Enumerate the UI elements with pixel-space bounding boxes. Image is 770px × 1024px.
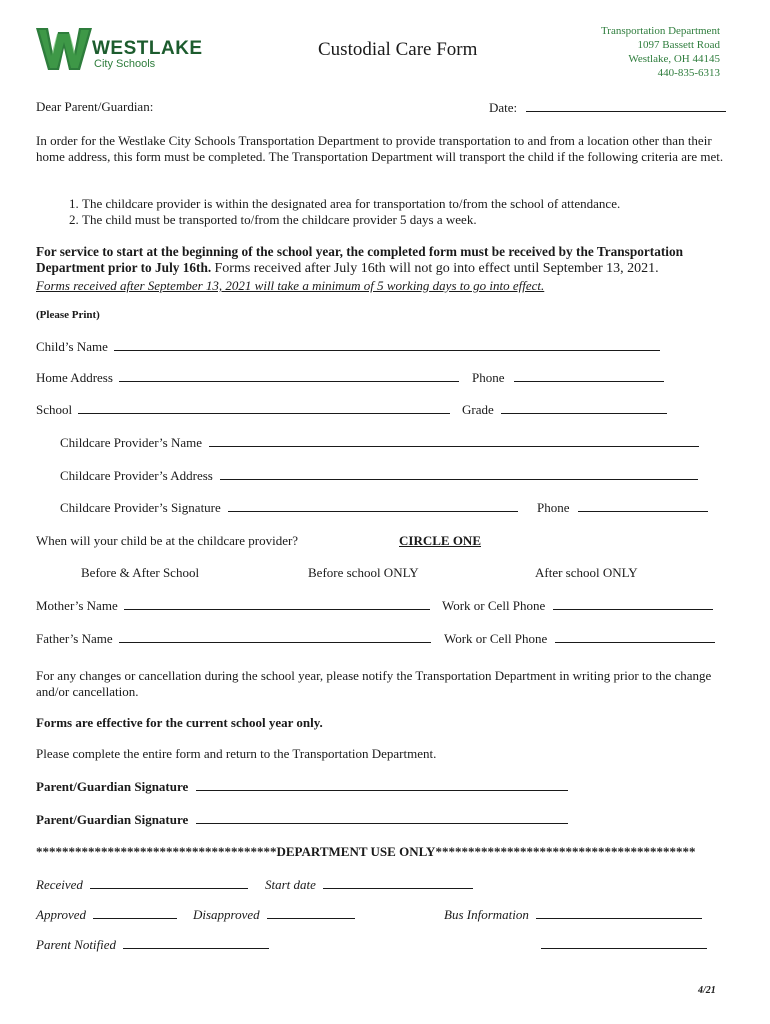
- received-label: Received: [36, 877, 83, 892]
- start-date-row: [265, 876, 473, 893]
- signature-field-2[interactable]: [196, 811, 568, 824]
- received-row: [36, 876, 248, 893]
- criteria-item: 1. The childcare provider is within the designated area for transportation to/from the school of attendance.: [82, 196, 620, 212]
- effective-note: Forms are effective for the current school year only.: [36, 715, 323, 730]
- home-address-field[interactable]: [119, 369, 459, 382]
- dept-street: 1097 Bassett Road: [637, 39, 720, 51]
- school-row: [36, 401, 450, 418]
- bus-info-label: Bus Information: [444, 907, 529, 922]
- signature-label-2: Parent/Guardian Signature: [36, 812, 189, 827]
- department-address: [601, 24, 720, 80]
- parent-notified-row: [36, 936, 269, 953]
- child-name-row: [36, 338, 660, 355]
- logo-name: WESTLAKE: [92, 38, 203, 59]
- logo-subtitle: City Schools: [94, 58, 156, 70]
- signature-field-1[interactable]: [196, 778, 568, 791]
- home-phone-row: [472, 369, 664, 386]
- parent-notified-label: Parent Notified: [36, 937, 117, 952]
- father-phone-field[interactable]: [555, 630, 715, 643]
- father-name-row: [36, 630, 431, 647]
- father-phone-row: [444, 630, 715, 647]
- child-name-label: Child’s Name: [36, 339, 108, 354]
- grade-row: [462, 401, 667, 418]
- home-phone-label: Phone: [472, 370, 505, 385]
- option-before-only[interactable]: Before school ONLY: [308, 565, 419, 580]
- provider-address-label: Childcare Provider’s Address: [60, 468, 213, 483]
- home-phone-field[interactable]: [514, 369, 664, 382]
- date-field[interactable]: [526, 99, 726, 112]
- signature-row-2: [36, 811, 568, 828]
- disapproved-label: Disapproved: [193, 907, 260, 922]
- please-print: (Please Print): [36, 309, 100, 321]
- option-after-only[interactable]: After school ONLY: [535, 565, 638, 580]
- provider-signature-field[interactable]: [228, 499, 518, 512]
- grade-field[interactable]: [501, 401, 667, 414]
- option-before-after[interactable]: Before & After School: [81, 565, 200, 580]
- bus-info-field[interactable]: [536, 906, 702, 919]
- provider-phone-row: [537, 499, 708, 516]
- criteria-list: [64, 196, 620, 228]
- deadline-bold: For service to start at the beginning of the school year, the completed form must be received by the Transportation Department prior to July 16th.: [36, 244, 684, 275]
- start-date-label: Start date: [265, 877, 316, 892]
- father-phone-label: Work or Cell Phone: [444, 631, 548, 646]
- provider-signature-label: Childcare Provider’s Signature: [60, 500, 221, 515]
- provider-address-row: [60, 467, 698, 484]
- school-label: School: [36, 402, 73, 417]
- department-use-banner: *************************************DEPARTMENT USE ONLY****************************************: [36, 844, 696, 859]
- date-label: Date:: [489, 100, 518, 115]
- provider-name-label: Childcare Provider’s Name: [60, 435, 202, 450]
- deadline-rest: Forms received after July 16th will not go into effect until September 13, 2021.: [214, 261, 659, 276]
- approved-row: [36, 906, 177, 923]
- criteria-item: 2. The child must be transported to/from the childcare provider 5 days a week.: [82, 212, 620, 228]
- circle-one-label: CIRCLE ONE: [399, 533, 481, 548]
- dept-name: Transportation Department: [600, 25, 720, 37]
- westlake-logo: [36, 26, 236, 74]
- date-row: [489, 99, 726, 116]
- father-name-field[interactable]: [119, 630, 431, 643]
- father-name-label: Father’s Name: [36, 631, 113, 646]
- grade-label: Grade: [462, 402, 494, 417]
- late-notice: Forms received after September 13, 2021 will take a minimum of 5 working days to go into effect.: [36, 278, 545, 293]
- school-field[interactable]: [78, 401, 450, 414]
- provider-address-field[interactable]: [220, 467, 698, 480]
- provider-phone-label: Phone: [537, 500, 570, 515]
- child-name-field[interactable]: [114, 338, 660, 351]
- disapproved-field[interactable]: [267, 906, 355, 919]
- bus-info-row: [444, 906, 702, 923]
- approved-label: Approved: [36, 907, 87, 922]
- provider-name-field[interactable]: [209, 434, 699, 447]
- provider-phone-field[interactable]: [578, 499, 708, 512]
- mother-name-field[interactable]: [124, 597, 430, 610]
- mother-phone-label: Work or Cell Phone: [442, 598, 546, 613]
- start-date-field[interactable]: [323, 876, 473, 889]
- deadline-paragraph: [36, 244, 736, 277]
- greeting: Dear Parent/Guardian:: [36, 99, 154, 114]
- provider-name-row: [60, 434, 699, 451]
- mother-name-row: [36, 597, 430, 614]
- provider-signature-row: [60, 499, 518, 516]
- mother-name-label: Mother’s Name: [36, 598, 118, 613]
- mother-phone-row: [442, 597, 713, 614]
- dept-city: Westlake, OH 44145: [628, 53, 720, 65]
- approved-field[interactable]: [93, 906, 177, 919]
- form-title: Custodial Care Form: [318, 39, 478, 60]
- return-note: Please complete the entire form and return to the Transportation Department.: [36, 746, 437, 761]
- when-question: When will your child be at the childcare provider?: [36, 533, 299, 548]
- w-logo-icon: [36, 26, 94, 72]
- home-address-row: [36, 369, 459, 386]
- dept-phone: 440-835-6313: [657, 67, 720, 79]
- signature-label-1: Parent/Guardian Signature: [36, 779, 189, 794]
- disapproved-row: [193, 906, 355, 923]
- parent-notified-field[interactable]: [123, 936, 269, 949]
- mother-phone-field[interactable]: [553, 597, 713, 610]
- revision-number: 4/21: [698, 985, 716, 996]
- changes-paragraph: For any changes or cancellation during the school year, please notify the Transportation Department in writing prior to the change and/or cancellation.: [36, 668, 712, 699]
- received-field[interactable]: [90, 876, 248, 889]
- extra-blank-field[interactable]: [541, 936, 707, 949]
- intro-paragraph: In order for the Westlake City Schools Transportation Department to provide transportation to and from a location other than their home address, this form must be completed. The Transportation Department will transport the child if the following criteria are met.: [36, 133, 724, 164]
- home-address-label: Home Address: [36, 370, 113, 385]
- signature-row-1: [36, 778, 568, 795]
